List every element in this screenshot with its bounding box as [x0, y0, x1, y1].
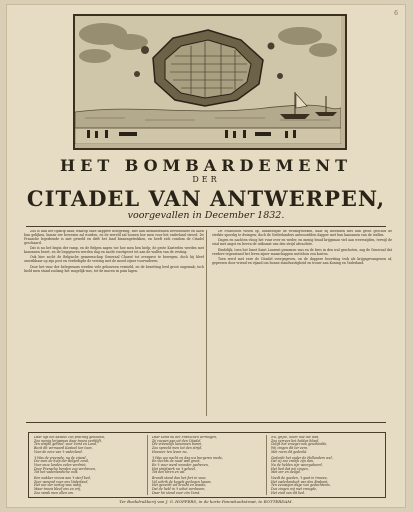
title-line-citadel: CITADEL VAN ANTWERPEN, — [26, 186, 386, 211]
poem-line: Zoo sprak men allen om. — [34, 490, 74, 494]
prose-paragraph: Zoo is dan het tijdstip daar, waarop onze dappere belegering, met hun uitmuntenden bevelhebber en allen hun gelijken, hunne eer bewezen zal worden, en de wereld zal toonen hoe men voor het vaderland streed. De Fransche legerbende is met geweld en drift het land binnengetrokken, en heeft zich rondom de Citadel geschaard. — [24, 230, 204, 245]
poem-column-2 — [152, 436, 264, 494]
prose-paragraph: De Franschen vielen op, hunnerzijde de vestingwerken, daar zij meenden met hun groot geschut de sterkte spoedig te dwingen; doch de Nederlanders antwoordden dapper met hun kanonnen van de wallen. — [212, 230, 392, 237]
poem-line: Zoo menig krijgsman daar trouw verblijft, — [34, 438, 102, 443]
poem-line: Zeer wenend voor ons Vaderland, — [34, 479, 89, 484]
prose-paragraph: Door het vuur der belegeraars werden vele gebouwen vernield, en de bezetting leed groot ongemak; toch hield men stand zoolang het mogelijk was, tot de muren in puin lagen. — [24, 264, 204, 273]
poem-line: Nu de helden zijn weergekeerd, — [271, 462, 323, 467]
poem-line: Het gevecht vol kracht en woede, — [152, 483, 207, 488]
poem-line: Tot den toren en val. — [152, 470, 186, 475]
poem-line: Wij zingen dit ter eere, — [271, 446, 309, 451]
prose-paragraph: Ook hier zocht de Belgische gemeenschap Generaal Chassé tot overgave te bewegen, doch hij bleef onwrikbaar op zijn post en verdedigde de vesting met de moed zijner voorvaderen. — [24, 255, 204, 264]
title-line-date: voorgevallen in December 1832. — [127, 210, 285, 221]
poem-line: Daar komt nu der Franschen vermogen, — [152, 436, 217, 439]
poem-line: Ten eeuwigen dage van gedachtenis, — [271, 483, 331, 488]
column-divider — [206, 230, 207, 416]
poem-line: En slechts de nood was groot, — [152, 459, 201, 464]
poem-line: Dat zij zoo vrolijk zijn dan, — [271, 459, 314, 464]
poem-line: Ten strijde gereed, voor Vorst en Land, — [34, 442, 98, 447]
poem-line: Die vreeselijk kanonnen baren, — [152, 442, 203, 447]
poem-stanza — [271, 436, 383, 455]
poem-line: Zoo verrees het helden bloed, — [271, 438, 320, 443]
poem-line: Tot het vaderlandsche volk. — [34, 470, 79, 475]
poem-column-1 — [34, 436, 146, 494]
siege-woodcut-illustration — [73, 14, 347, 150]
page-number: 6 — [394, 10, 398, 17]
poem-line: Brandt stond dan het fort in vuur, — [152, 476, 207, 481]
poem-line: Zoo spreekt men tot den strijd, — [152, 446, 203, 451]
poem-line: Daar ligt het kasteel zoo prachtig gebouwd, — [34, 436, 105, 439]
poem-line: Voor onze landen velen verdriet, — [34, 462, 87, 467]
poem-column-divider — [266, 435, 267, 495]
poem-line: Zij roepen aan uit den Citadel, — [152, 438, 202, 443]
poem-line: Nu, grijze, hoort hoe het was, — [271, 436, 320, 439]
poem-line: Voor de eere van 't vaderland. — [34, 449, 83, 454]
poem-line: Met eer en deugd. — [271, 470, 301, 475]
poem-line: Het uur der oorlog was nabij, — [34, 483, 82, 488]
poem-column-3 — [271, 436, 383, 494]
prose-paragraph: Eindelijk, toen het lunet Saint Laurent genomen was en de bres in den wal geschoten, zag de Generaal dat verdere tegenstand het leven zijner manschappen nutteloos zou kosten. — [212, 247, 392, 256]
poem-line: Bezit dit vermaard Kasteel ten toon, — [34, 446, 93, 451]
siege-woodcut-svg — [75, 16, 341, 144]
prose-paragraph: Dat is nu het begin der ramp, en de Belgen zagen toe hoe men hen hielp; de grote Kasteelen werden met kanonnen bezet, en de loopgraven werden dag en nacht voortgezet tot aan de wallen van de vesting. — [24, 246, 204, 255]
poem-line: Hoezeer ten leven nu. — [152, 449, 188, 454]
poem-stanza — [271, 477, 383, 494]
poem-line: Het strijdperk nu 't geheel, — [152, 466, 196, 471]
poem-line: Het lied dat wij zingen, — [271, 466, 309, 471]
poem-line: Vol schrik de kogels gevlogen kwam, — [152, 479, 212, 484]
poem-line: Gelijk het vroeger ook geschiedde, — [271, 442, 328, 447]
poem-stanza — [152, 477, 264, 494]
poem-line: 't Was zoo nacht en dag uw burgeren mede, — [152, 455, 223, 460]
poem-stanza — [34, 457, 146, 476]
poem-stanza — [34, 436, 146, 455]
title-line-der: DER — [192, 175, 220, 184]
poem-line: Door Fransche benden zoo verdreven, — [34, 466, 96, 471]
poem-line: Een wakker vrouw aan 't sterf bed, — [34, 476, 91, 481]
poem-line: Dus zingen wij met vreugde, — [271, 487, 318, 492]
printer-imprint: Ter Boekdrukkerij van J. G. HOFFERS, in de korte Pannekoekstraat, te ROTTERDAM. — [119, 499, 293, 504]
poem-line: Die men de hulp der Belgen zond, — [34, 459, 89, 464]
poem-stanza — [34, 477, 146, 494]
poem-line: Daar hij stond voor zijn Vorst. — [152, 490, 201, 494]
prose-column-left — [24, 230, 204, 416]
poem-line: Maar trouw bleef ons en vrij, — [34, 487, 82, 492]
poem-column-divider — [147, 435, 148, 495]
broadside-sheet — [6, 4, 406, 508]
poem-line: Gedenkt het onder de Hollanders wel, — [271, 455, 333, 460]
poem-line: Voedt de goeden, 't gaat in trouwe, — [271, 476, 328, 481]
prose-paragraph: Dagen en nachten vloog het vuur over en weder, en menig braaf krijgsman viel aan weerszijden, terwijl de stad met angst en beven de uitkomst van den strijd afwachtte. — [212, 238, 392, 247]
poem-stanza — [152, 436, 264, 455]
poem-line: Dat de held in 't schot verdween, — [152, 487, 206, 492]
poem-line: Met roem dit gedenkt. — [271, 449, 308, 454]
poem-line: Het vaderlandsch van den Brabant, — [271, 479, 329, 484]
poem-line: 't Was de vreemde, nu de vijand, — [34, 455, 87, 460]
section-rule — [26, 422, 386, 423]
poem-line: En 't vuur werd wreeder gedreven, — [152, 462, 209, 467]
poem-stanza — [271, 457, 383, 476]
poem-stanza — [152, 457, 264, 476]
title-line-bombardement: HET BOMBARDEMENT — [60, 156, 352, 175]
prose-paragraph: Toen werd met eere de Citadel overgegeven, en de dappere bezetting trok als krijgsgevangenen af, geprezen door vriend en vijand om hunne standvastigheid en trouw aan Koning en Vaderland. — [212, 256, 392, 265]
prose-column-right — [212, 230, 392, 416]
poem-line: Het eind van dit lied. — [271, 490, 306, 494]
title-rule — [26, 226, 386, 227]
